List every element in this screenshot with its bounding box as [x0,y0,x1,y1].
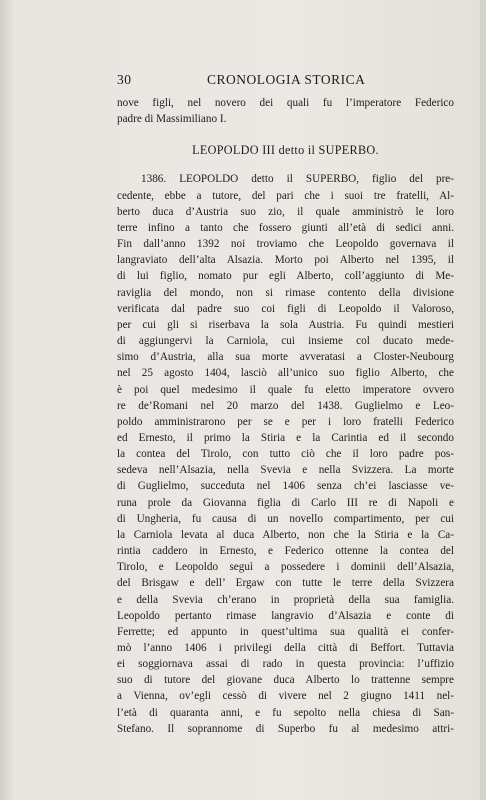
text-line: langraviato dell’alta Alsazia. Morto poi Alberto nel 1395, il [117,254,454,267]
text-line: di aggiungervi la Carniola, cui insieme col ducato mede- [117,335,454,348]
text-line: di Guglielmo, succeduta nel 1406 senza ch’ei lasciasse ve- [117,480,454,493]
text-line: runa prole da Giovanna figlia di Carlo III re di Napoli e [117,496,454,509]
text-line: Tirolo, e Leopoldo seguì a possedere i dominii dell’Alsazia, [117,561,454,574]
text-line: sedeva nell’Alsazia, nella Svevia e nella Svizzera. La morte [117,464,454,477]
text-line: 1386. LEOPOLDO detto il SUPERBO, figlio del pre- [141,173,454,186]
text-line: re de’Romani nel 20 marzo del 1438. Guglielmo e Leo- [117,399,454,412]
text-line: simo d’Austria, alla sua morte avveratasi a Closter-Neubourg [117,351,454,364]
running-title: CRONOLOGIA STORICA [207,72,366,87]
text-line: ei soggiornava assai di rado in questa provincia: l’uffizio [117,658,454,671]
text-line: Leopoldo pertanto rimase langravio d’Alsazia e conte di [117,609,454,622]
text-line: di Ungheria, fu causa di un novello compartimento, per cui [117,512,454,525]
text-line: l’età di quaranta anni, e fu sepolto nella chiesa di San- [117,706,454,719]
text-line: raviglia del mondo, non si rimase contento della divisione [117,286,454,299]
text-line: a Vienna, ov’egli cessò di vivere nel 2 giugno 1411 nel- [117,690,454,703]
text-line: mò l’anno 1406 i privilegi della città di Beffort. Tuttavia [117,642,454,654]
text-line: ed Ernesto, il primo la Stiria e la Carintia ed il secondo [117,431,454,444]
text-line: nel 25 agosto 1404, lasciò all’unico suo figlio Alberto, che [117,367,454,380]
page-edge [480,0,486,800]
text-line: berto duca d’Austria suo zio, il quale amministrò le loro [117,205,454,218]
text-line: poldo amministrarono per se e per i loro fratelli Federico [117,415,454,428]
page-number: 30 [117,72,132,87]
text-line: Stefano. Il soprannome di Superbo fu al medesimo attri- [117,722,454,735]
text-line: e della Svevia ch’erano in proprietà della sua famiglia. [117,593,454,606]
text-line: suo di tutore del giovane duca Alberto lo trattenne sempre [117,674,454,687]
text-line: Ferrette; ed appunto in quest’ultima sua qualità ei confer- [117,625,454,638]
text-line: del Brisgaw e dell’ Ergaw con tutte le terre della Svizzera [117,577,454,590]
text-line: Fin dall’anno 1392 noi troviamo che Leopoldo governava il [117,238,454,251]
text-line: cedente, ebbe a tutore, del pari che i suoi tre fratelli, Al- [117,189,454,202]
text-line: la Carniola levata al duca Alberto, non che la Stiria e la Ca- [117,528,454,541]
text-line: terre infino a tanto che fossero giunti all’età di sedici anni. [117,221,454,234]
intro-paragraph [117,95,454,127]
text-line: di lui figlio, nomato pur egli Alberto, coll’aggiunto di Me- [117,270,454,283]
text-line: verificata dal padre suo coi figli di Leopoldo il Valoroso, [117,302,454,315]
section-heading: LEOPOLDO III detto il SUPERBO. [192,143,379,158]
body-paragraph [117,171,454,736]
text-line: per cui gli si riserbava la sola Austria. Fu quindi mestieri [117,318,454,331]
text-line: padre di Massimiliano I. [117,113,227,126]
text-line: nove figli, nel novero dei quali fu l’imperatore Federico [117,97,454,109]
text-line: è poi quel medesimo il quale fu eletto imperatore ovvero [117,383,454,396]
text-line: rintia caddero in Ernesto, e Federico ottenne la contea del [117,545,454,558]
text-line: la contea del Tirolo, con tutto ciò che il loro padre pos- [117,448,454,461]
page-body [117,95,454,737]
